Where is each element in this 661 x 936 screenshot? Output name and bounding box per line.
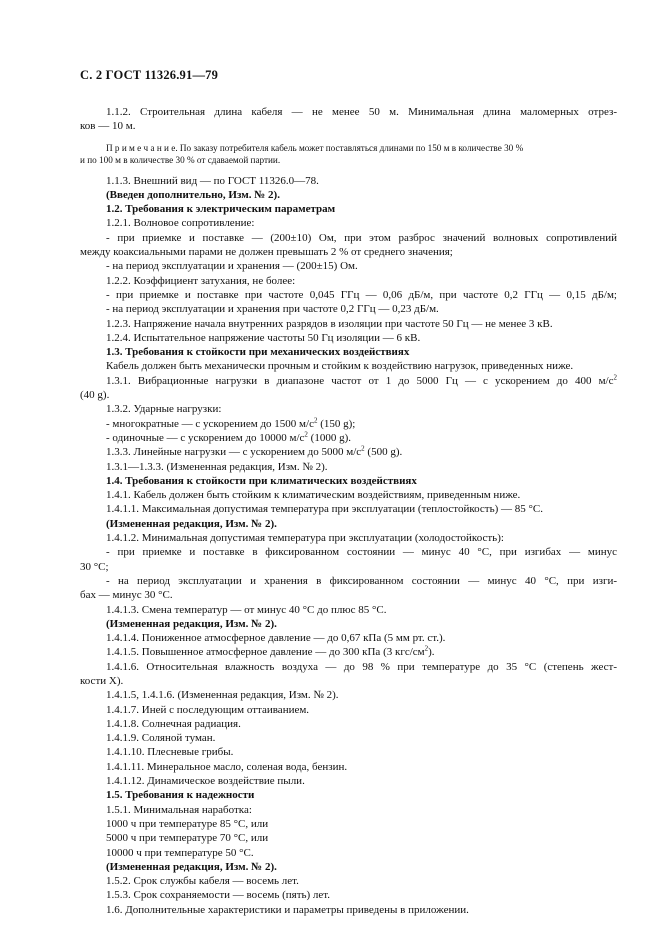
document-body — [80, 105, 617, 917]
section-heading: (Измененная редакция, Изм. № 2). — [106, 860, 277, 873]
text-line: 1.4.1. Кабель должен быть стойким к климатическим воздействиям, приведенным ниже. — [106, 489, 521, 502]
text-line: 1.1.3. Внешний вид — по ГОСТ 11326.0—78. — [106, 174, 319, 187]
text-line: 1.6. Дополнительные характеристики и параметры приведены в приложении. — [106, 903, 469, 916]
text-line: 5000 ч при температуре 70 °С, или — [106, 832, 269, 845]
text-line: - на период эксплуатации и хранения при частоте 0,2 ГГц — 0,23 дБ/м. — [106, 303, 439, 316]
text-line: 1.3.3. Линейные нагрузки — с ускорением до 5000 $м/с^2$ (500 g). — [106, 444, 403, 459]
text-line: 1.3.1—1.3.3. (Измененная редакция, Изм. № 2). — [106, 460, 328, 473]
text-line: 1.4.1.10. Плесневые грибы. — [106, 746, 234, 759]
text-line: 1.4.1.12. Динамическое воздействие пыли. — [106, 775, 305, 788]
spacer — [80, 166, 617, 174]
note-line: и по 100 м в количестве 30 % от сдаваемой партии. — [80, 154, 281, 165]
text-line: 1.3.1. Вибрационные нагрузки в диапазоне частот от 1 до 5000 Гц — с ускорением до 400 $м/с^2$ — [106, 373, 617, 387]
text-line: 1.4.1.1. Максимальная допустимая температура при эксплуатации (теплостойкость) — 85 °С. — [106, 503, 544, 516]
text-line: 1.4.1.5, 1.4.1.6. (Измененная редакция, Изм. № 2). — [106, 689, 339, 702]
text-line: 1.4.1.6. Относительная влажность воздуха — до 98 % при температуре до 35 °С (степень жест- — [106, 660, 617, 673]
text-line: 1.4.1.7. Иней с последующим оттаиванием. — [106, 703, 310, 716]
text-line: - при приемке и поставке в фиксированном состоянии — минус 40 °С, при изгибах — минус — [106, 546, 617, 559]
text-line: 1.1.2. Строительная длина кабеля — не менее 50 м. Минимальная длина маломерных отрез- — [106, 106, 617, 118]
text-line: 1.4.1.4. Пониженное атмосферное давление — до 0,67 кПа (5 мм рт. ст.). — [106, 632, 446, 645]
text-line: 10000 ч при температуре 50 °С. — [106, 846, 254, 859]
text-line: - на период эксплуатации и хранения — (200±15) Ом. — [106, 260, 358, 273]
text-line: - одиночные — с ускорением до 10000 $м/с^2$ (1000 g). — [106, 430, 351, 444]
text-line: бах — минус 30 °С. — [80, 589, 173, 602]
text-line: 1.4.1.3. Смена температур — от минус 40 °С до плюс 85 °С. — [106, 603, 387, 616]
note-line: П р и м е ч а н и е. По заказу потребителя кабель может поставляться длинами по 150 м в количестве 30 % — [106, 142, 524, 153]
text-line: - многократные — с ускорением до 1500 $м/с^2$ (150 g); — [106, 415, 356, 430]
spacer — [80, 134, 617, 142]
section-heading: (Измененная редакция, Изм. № 2). — [106, 617, 277, 630]
page-header: С. 2 ГОСТ 11326.91—79 — [80, 68, 219, 82]
text-line: кости Х). — [80, 674, 124, 687]
section-heading: 1.2. Требования к электрическим параметрам — [106, 203, 336, 216]
text-line: 1.3.2. Ударные нагрузки: — [106, 403, 222, 416]
text-line: 30 °С; — [80, 560, 109, 573]
text-line: 1.2.4. Испытательное напряжение частоты 50 Гц изоляции — 6 кВ. — [106, 331, 421, 344]
text-line: 1.4.1.2. Минимальная допустимая температура при эксплуатации (холодостойкость): — [106, 532, 504, 545]
text-line: 1.5.1. Минимальная наработка: — [106, 803, 252, 816]
section-heading: 1.3. Требования к стойкости при механических воздействиях — [106, 346, 410, 359]
text-line: между коаксиальными парами не должен превышать 2 % от среднего значения; — [80, 246, 453, 259]
section-heading: 1.4. Требования к стойкости при климатических воздействиях — [106, 474, 417, 487]
text-line: (40 g). — [80, 389, 110, 402]
text-line: 1.2.1. Волновое сопротивление: — [106, 217, 255, 230]
section-heading: (Введен дополнительно, Изм. № 2). — [106, 188, 280, 201]
text-line: 1.5.2. Срок службы кабеля — восемь лет. — [106, 875, 299, 888]
text-line: 1.4.1.5. Повышенное атмосферное давление — до 300 кПа (3 кгс/$см^2$). — [106, 644, 435, 659]
text-line: 1.5.3. Срок сохраняемости — восемь (пять) лет. — [106, 889, 331, 902]
text-line: 1.2.3. Напряжение начала внутренних разрядов в изоляции при частоте 50 Гц — не менее 3 кВ. — [106, 317, 553, 330]
text-line: ков — 10 м. — [80, 120, 136, 133]
text-line: - при приемке и поставке — (200±10) Ом, при этом разброс значений волновых сопротивлений — [106, 231, 617, 244]
text-line: - при приемке и поставке при частоте 0,045 ГГц — 0,06 дБ/м, при частоте 0,2 ГГц — 0,15 дБ/м; — [106, 288, 617, 301]
section-heading: 1.5. Требования к надежности — [106, 789, 255, 802]
text-line: 1.4.1.9. Соляной туман. — [106, 732, 216, 745]
text-line: 1.4.1.11. Минеральное масло, соленая вода, бензин. — [106, 760, 348, 773]
text-line: 1.4.1.8. Солнечная радиация. — [106, 717, 241, 730]
text-line: 1.2.2. Коэффициент затухания, не более: — [106, 274, 296, 287]
section-heading: (Измененная редакция, Изм. № 2). — [106, 517, 277, 530]
text-line: - на период эксплуатации и хранения в фиксированном состоянии — минус 40 °С, при изги- — [106, 574, 617, 587]
text-line: Кабель должен быть механически прочным и стойким к воздействию нагрузок, приведенных ниже. — [106, 360, 574, 373]
text-line: 1000 ч при температуре 85 °С, или — [106, 817, 269, 830]
